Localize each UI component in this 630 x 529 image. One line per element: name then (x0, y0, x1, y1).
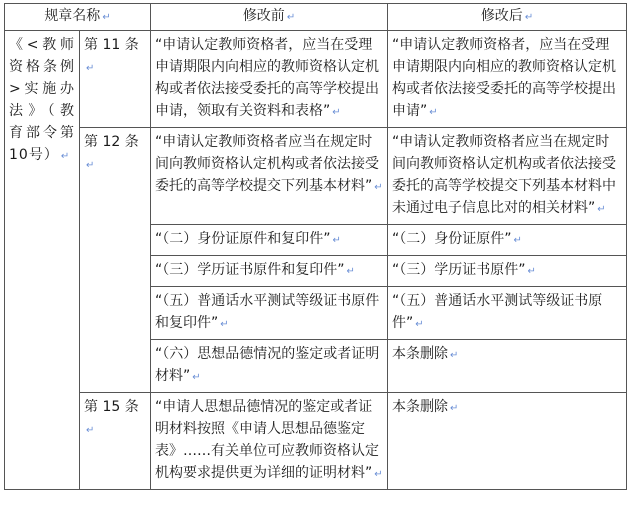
table-header-row (5, 4, 627, 31)
paragraph-mark-icon: ↵ (220, 319, 229, 330)
before-cell: “（六）思想品德情况的鉴定或者证明材料” ↵ (151, 340, 388, 393)
paragraph-mark-icon: ↵ (286, 12, 296, 23)
after-cell: 本条删除 ↵ (388, 340, 627, 393)
article-cell: 第 11 条↵ (80, 31, 151, 128)
paragraph-mark-icon: ↵ (415, 319, 424, 330)
before-cell: “（三）学历证书原件和复印件” ↵ (151, 256, 388, 287)
header-regulation-name: 规章名称 ↵ (5, 4, 151, 31)
paragraph-mark-icon: ↵ (86, 160, 95, 171)
before-cell: “申请人思想品德情况的鉴定或者证明材料按照《申请人思想品德鉴定表》……有关单位可应教师资格认定机构要求提供更为详细的证明材料” ↵ (151, 393, 388, 490)
before-cell: “（五）普通话水平测试等级证书原件和复印件” ↵ (151, 287, 388, 340)
paragraph-mark-icon: ↵ (374, 469, 383, 480)
paragraph-mark-icon: ↵ (374, 182, 383, 193)
paragraph-mark-icon: ↵ (60, 151, 71, 162)
paragraph-mark-icon: ↵ (86, 425, 95, 436)
paragraph-mark-icon: ↵ (332, 107, 341, 118)
before-cell: “（二）身份证原件和复印件” ↵ (151, 225, 388, 256)
paragraph-mark-icon: ↵ (102, 12, 111, 23)
after-cell: “（三）学历证书原件” ↵ (388, 256, 627, 287)
before-cell: “申请认定教师资格者应当在规定时间向教师资格认定机构或者依法接受委托的高等学校提交下列基本材料” ↵ (151, 128, 388, 225)
paragraph-mark-icon: ↵ (450, 403, 459, 414)
regulation-name-cell: 《<教师资格条例>实施办法》（教育部令第10号） ↵ (5, 31, 80, 490)
after-cell: “（五）普通话水平测试等级证书原件” ↵ (388, 287, 627, 340)
regulation-comparison-table (4, 3, 627, 490)
paragraph-mark-icon: ↵ (527, 266, 536, 277)
after-cell: “申请认定教师资格者应当在规定时间向教师资格认定机构或者依法接受委托的高等学校提交下列基本材料中未通过电子信息比对的相关材料” ↵ (388, 128, 627, 225)
table-row (5, 393, 627, 490)
header-before: 修改前 ↵ (151, 4, 388, 31)
paragraph-mark-icon: ↵ (192, 372, 201, 383)
header-after: 修改后 ↵ (388, 4, 627, 31)
paragraph-mark-icon: ↵ (524, 12, 534, 23)
after-cell: “申请认定教师资格者，应当在受理申请期限内向相应的教师资格认定机构或者依法接受委托的高等学校提出申请” ↵ (388, 31, 627, 128)
before-cell: “申请认定教师资格者，应当在受理申请期限内向相应的教师资格认定机构或者依法接受委托的高等学校提出申请，领取有关资料和表格” ↵ (151, 31, 388, 128)
paragraph-mark-icon: ↵ (450, 350, 459, 361)
table-row (5, 31, 627, 128)
paragraph-mark-icon: ↵ (346, 266, 355, 277)
after-cell: “（二）身份证原件” ↵ (388, 225, 627, 256)
paragraph-mark-icon: ↵ (332, 235, 341, 246)
paragraph-mark-icon: ↵ (429, 107, 438, 118)
after-cell: 本条删除 ↵ (388, 393, 627, 490)
table-row (5, 128, 627, 225)
paragraph-mark-icon: ↵ (86, 63, 95, 74)
article-cell: 第 12 条↵ (80, 128, 151, 393)
article-cell: 第 15 条↵ (80, 393, 151, 490)
paragraph-mark-icon: ↵ (597, 204, 606, 215)
paragraph-mark-icon: ↵ (513, 235, 522, 246)
